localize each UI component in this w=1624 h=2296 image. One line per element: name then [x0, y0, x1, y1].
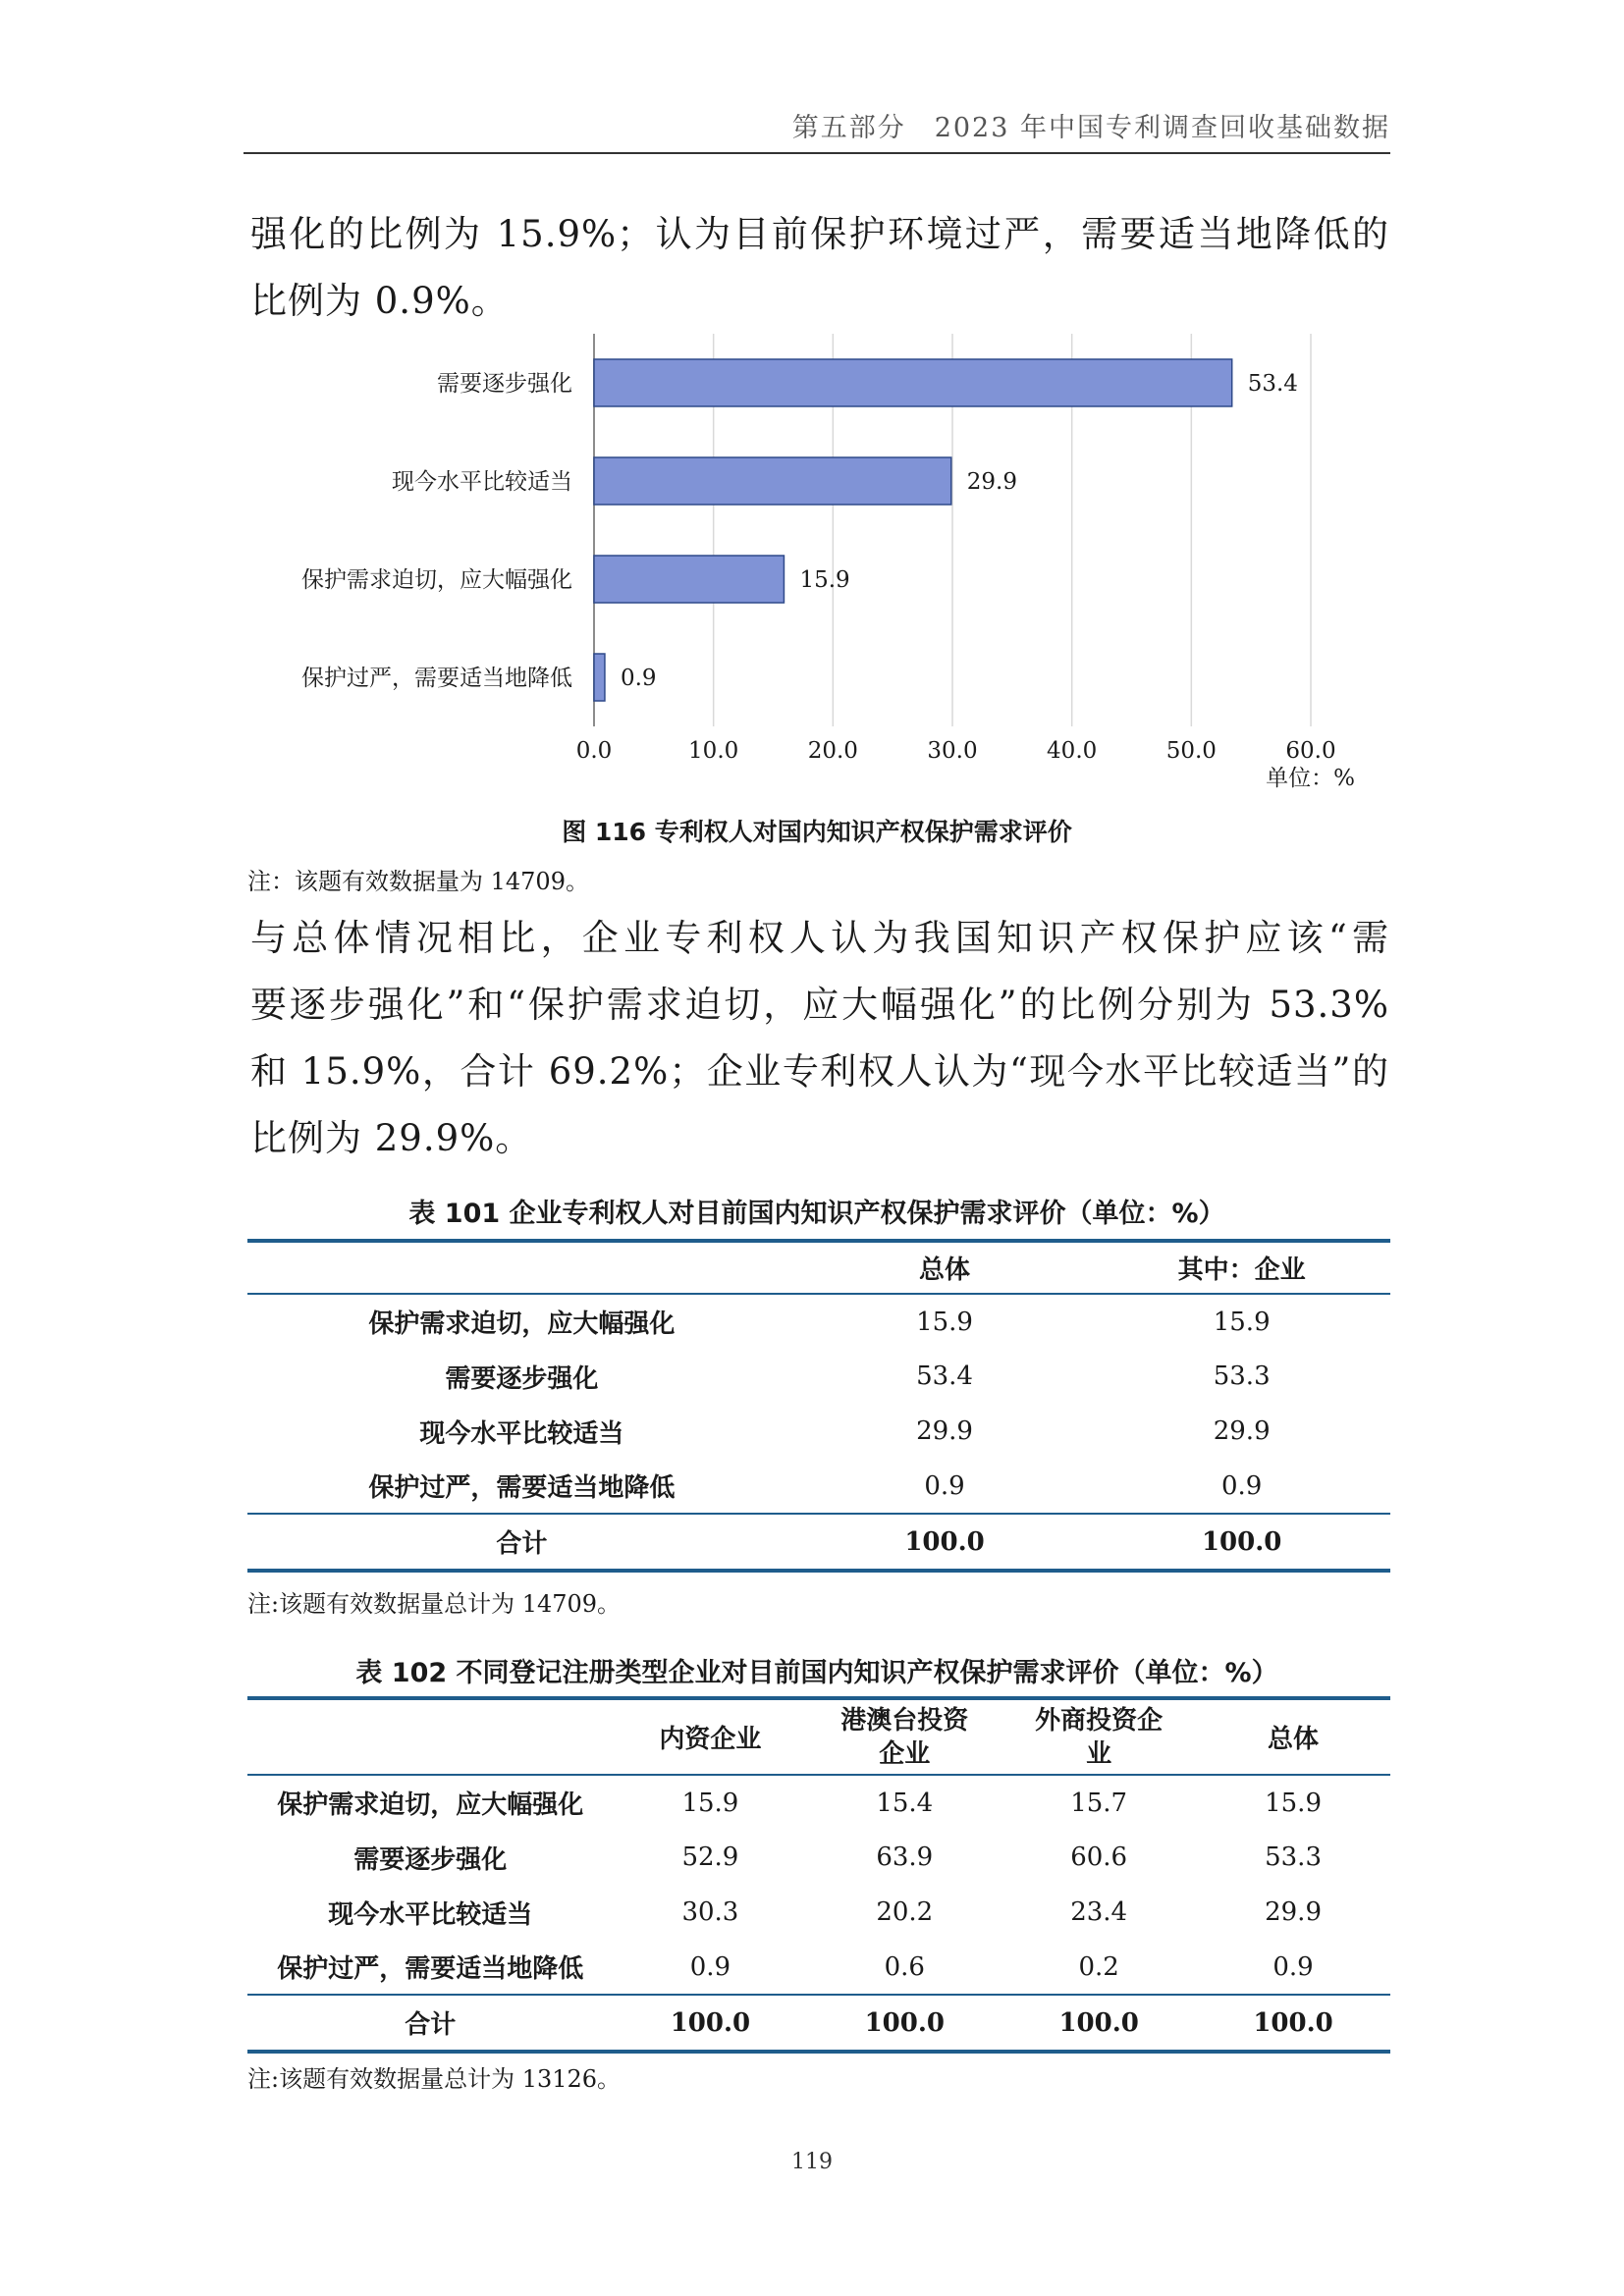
table-cell: 20.2	[876, 1897, 934, 1927]
table-header-cell: 港澳台投资 企业	[807, 1698, 1001, 1775]
table-cell: 60.6	[1070, 1842, 1128, 1872]
x-tick-label: 0.0	[575, 738, 613, 764]
table-102-note: 注:该题有效数据量总计为 13126。	[247, 2065, 622, 2093]
table-cell: 53.4	[916, 1362, 973, 1391]
data-label: 53.4	[1247, 371, 1298, 397]
row-label: 保护过严，需要适当地降低	[368, 1473, 676, 1503]
table-cell: 100.0	[796, 1514, 1094, 1571]
table-header-cell: 其中：企业	[1093, 1241, 1390, 1294]
row-label: 现今水平比较适当	[328, 1899, 533, 1930]
paragraph-line: 比例为 0.9%。	[250, 280, 509, 322]
page-number: 119	[791, 2150, 833, 2174]
row-label: 保护需求迫切，应大幅强化	[277, 1790, 584, 1820]
table-header-cell	[247, 1698, 613, 1775]
table-cell: 100.0	[1093, 1514, 1390, 1571]
table-header-cell: 内资企业	[613, 1698, 807, 1775]
figure-note: 注：该题有效数据量为 14709。	[247, 868, 589, 895]
table-cell: 53.3	[1213, 1362, 1271, 1391]
table-cell: 100.0	[1001, 1995, 1196, 2052]
table-row	[247, 1940, 1390, 1995]
paragraph-line: 强化的比例为 15.9%；认为目前保护环境过严，需要适当地降低的	[250, 213, 1389, 255]
table-102	[247, 1696, 1390, 2054]
table-cell: 15.7	[1070, 1788, 1128, 1818]
table-total-row	[247, 1514, 1390, 1571]
paragraph-line: 和 15.9%，合计 69.2%；企业专利权人认为“现今水平比较适当”的	[250, 1050, 1389, 1093]
row-label: 需要逐步强化	[445, 1363, 599, 1394]
table-cell: 15.4	[876, 1788, 934, 1818]
table-cell: 23.4	[1070, 1897, 1128, 1927]
table-101	[247, 1239, 1390, 1573]
figure-caption: 图 116 专利权人对国内知识产权保护需求评价	[562, 818, 1072, 846]
table-row	[247, 1830, 1390, 1885]
bar-chart	[245, 334, 1384, 795]
paragraph-line: 比例为 29.9%。	[250, 1117, 533, 1159]
table-cell: 63.9	[876, 1842, 934, 1872]
table-row	[247, 1294, 1390, 1349]
category-label: 需要逐步强化	[437, 371, 572, 397]
data-label: 29.9	[966, 469, 1018, 495]
paragraph-intro	[250, 201, 1389, 335]
table-row	[247, 1775, 1390, 1830]
table-row	[247, 1404, 1390, 1459]
x-tick-label: 10.0	[688, 738, 739, 764]
table-header-row	[247, 1241, 1390, 1294]
data-label: 15.9	[799, 567, 850, 593]
row-label: 合计	[247, 1514, 796, 1571]
row-label: 需要逐步强化	[353, 1844, 508, 1875]
row-label: 合计	[247, 1995, 613, 2052]
row-label: 保护需求迫切，应大幅强化	[368, 1309, 676, 1339]
table-row	[247, 1349, 1390, 1404]
data-label: 0.9	[620, 666, 657, 691]
table-cell: 15.9	[1265, 1788, 1322, 1818]
table-header-cell: 总体	[1196, 1698, 1390, 1775]
x-tick-label: 50.0	[1165, 738, 1217, 764]
table-102-title: 表 102 不同登记注册类型企业对目前国内知识产权保护需求评价（单位：%）	[355, 1658, 1278, 1688]
table-cell: 29.9	[916, 1416, 973, 1446]
bar-chart-svg	[245, 334, 1384, 795]
paragraph-line: 要逐步强化”和“保护需求迫切，应大幅强化”的比例分别为 53.3%	[250, 984, 1389, 1026]
category-label: 保护过严，需要适当地降低	[301, 666, 572, 691]
table-cell: 52.9	[681, 1842, 739, 1872]
paragraph-comparison	[250, 905, 1389, 1172]
table-cell: 0.9	[1272, 1951, 1314, 1982]
bar	[594, 654, 605, 701]
paragraph-line: 与总体情况相比，企业专利权人认为我国知识产权保护应该“需	[250, 917, 1389, 959]
table-header-cell: 外商投资企 业	[1001, 1698, 1196, 1775]
x-tick-label: 60.0	[1285, 738, 1336, 764]
row-label: 保护过严，需要适当地降低	[277, 1954, 584, 1984]
table-row	[247, 1459, 1390, 1514]
header-rule	[244, 152, 1390, 154]
table-header-cell	[247, 1241, 796, 1294]
table-cell: 53.3	[1265, 1842, 1322, 1872]
table-header-row	[247, 1698, 1390, 1775]
running-header: 第五部分 2023 年中国专利调查回收基础数据	[791, 113, 1390, 143]
table-cell: 29.9	[1213, 1416, 1271, 1446]
row-label: 现今水平比较适当	[419, 1418, 624, 1449]
x-tick-label: 30.0	[927, 738, 978, 764]
table-101-note: 注:该题有效数据量总计为 14709。	[247, 1590, 622, 1618]
table-cell: 0.6	[884, 1951, 925, 1982]
x-tick-label: 20.0	[807, 738, 858, 764]
table-cell: 15.9	[916, 1307, 973, 1337]
table-cell: 15.9	[681, 1788, 739, 1818]
unit-label: 单位：%	[1266, 766, 1355, 791]
table-cell: 0.2	[1078, 1951, 1119, 1982]
table-total-row	[247, 1995, 1390, 2052]
table-cell: 0.9	[1220, 1470, 1263, 1501]
category-label: 保护需求迫切，应大幅强化	[301, 567, 572, 593]
table-101-title: 表 101 企业专利权人对目前国内知识产权保护需求评价（单位：%）	[408, 1199, 1225, 1229]
bar	[594, 556, 784, 603]
table-cell: 30.3	[681, 1897, 739, 1927]
bar	[594, 457, 951, 505]
table-cell: 15.9	[1213, 1307, 1271, 1337]
table-cell: 0.9	[924, 1470, 965, 1501]
table-cell: 0.9	[689, 1951, 731, 1982]
table-cell: 100.0	[807, 1995, 1001, 2052]
table-row	[247, 1885, 1390, 1940]
table-header-cell: 总体	[796, 1241, 1094, 1294]
category-label: 现今水平比较适当	[392, 469, 572, 495]
table-cell: 100.0	[1196, 1995, 1390, 2052]
x-tick-label: 40.0	[1047, 738, 1098, 764]
table-cell: 29.9	[1265, 1897, 1322, 1927]
bar	[594, 359, 1232, 406]
table-cell: 100.0	[613, 1995, 807, 2052]
